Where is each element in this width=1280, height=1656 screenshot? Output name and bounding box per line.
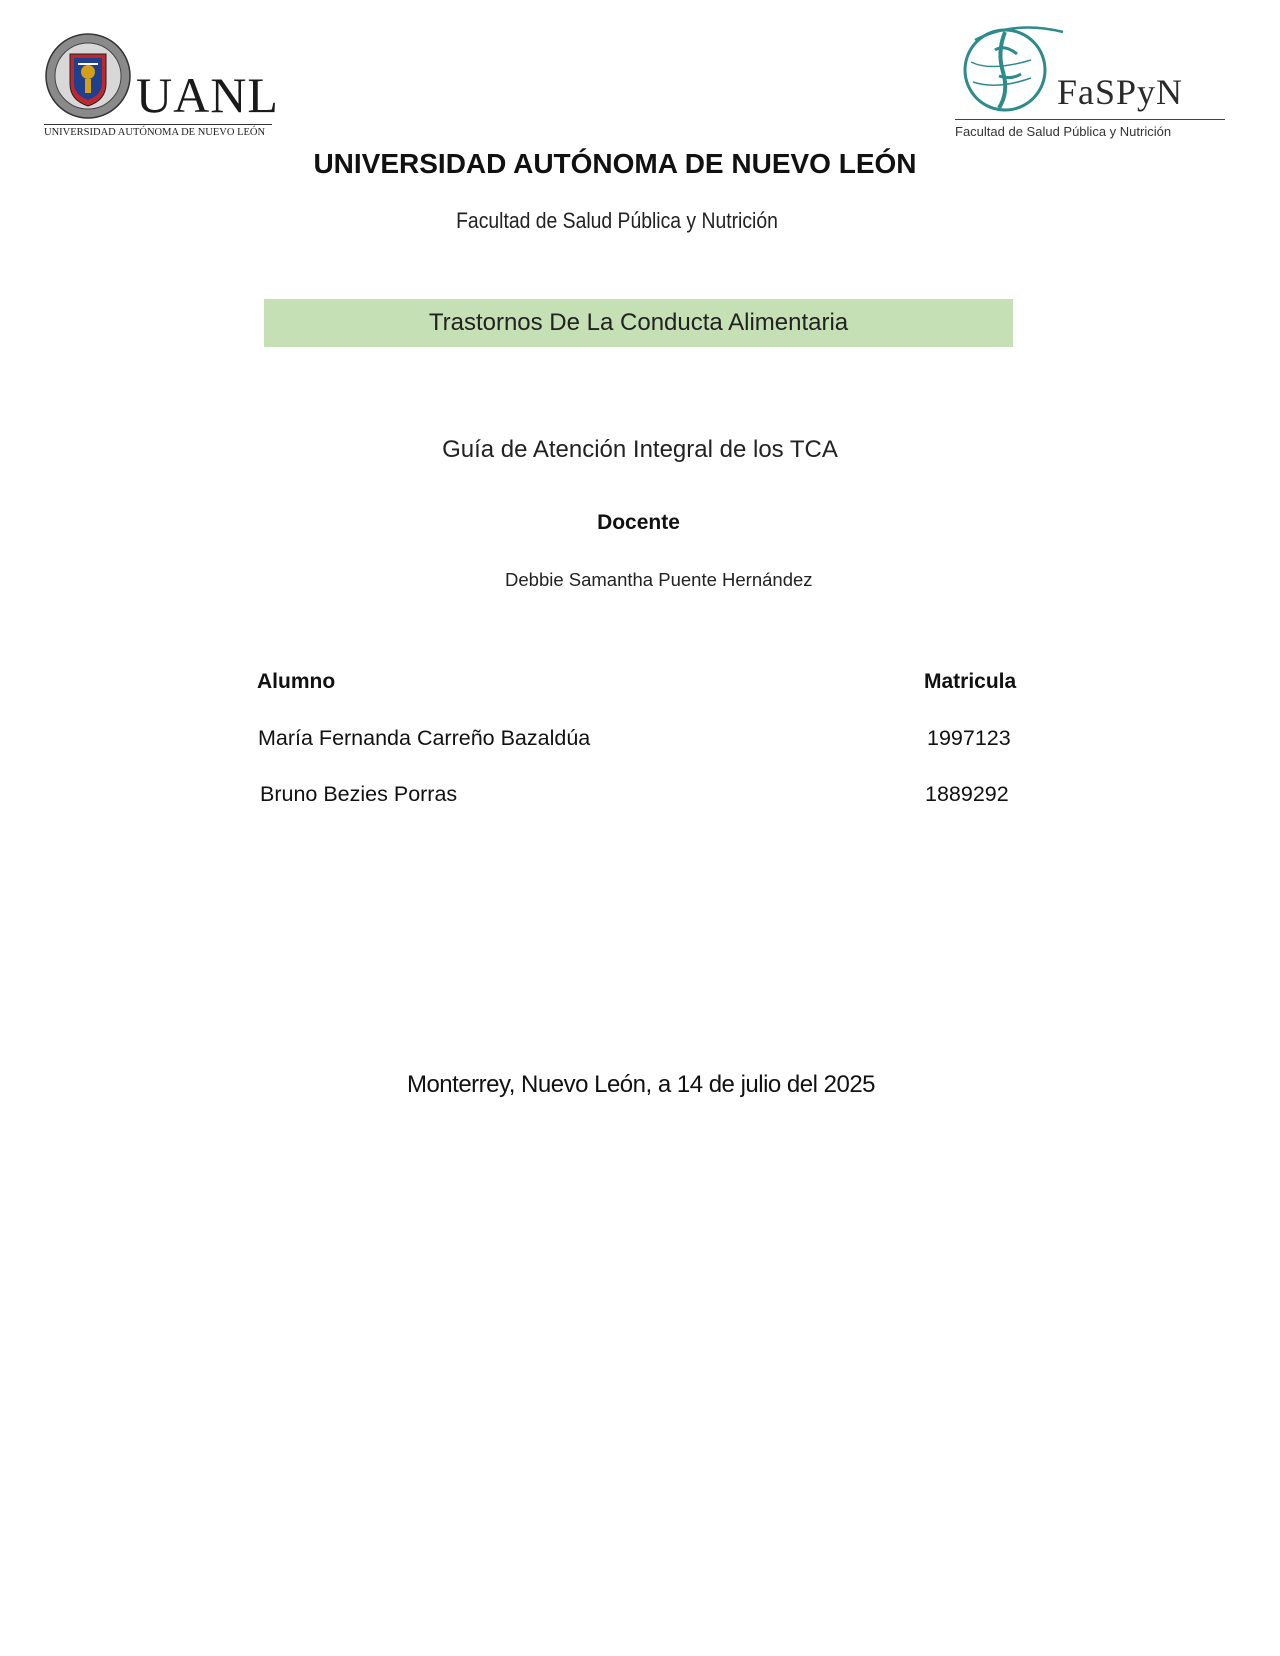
course-banner — [264, 299, 1013, 347]
uanl-divider — [44, 124, 272, 125]
uanl-caption: UNIVERSIDAD AUTÓNOMA DE NUEVO LEÓN — [44, 127, 266, 138]
student-id-cell: 1889292 — [925, 782, 1009, 806]
faspyn-divider — [955, 119, 1225, 120]
faspyn-globe-figure-icon — [955, 20, 1065, 112]
faspyn-caption: Facultad de Salud Pública y Nutrición — [955, 124, 1172, 139]
teacher-name: Debbie Samantha Puente Hernández — [505, 569, 813, 590]
column-header-alumno: Alumno — [257, 670, 336, 693]
student-name-cell: María Fernanda Carreño Bazaldúa — [258, 726, 591, 750]
faculty-name: Facultad de Salud Pública y Nutrición — [456, 208, 778, 233]
teacher-label: Docente — [597, 511, 680, 534]
university-title: UNIVERSIDAD AUTÓNOMA DE NUEVO LEÓN — [313, 148, 917, 179]
uanl-logo — [44, 32, 284, 144]
student-id-cell: 1997123 — [927, 726, 1011, 750]
place-and-date: Monterrey, Nuevo León, a 14 de julio del 2025 — [406, 1071, 876, 1098]
student-name-cell: Bruno Bezies Porras — [260, 782, 458, 806]
course-title: Trastornos De La Conducta Alimentaria — [428, 309, 849, 336]
column-header-matricula: Matricula — [924, 670, 1017, 693]
uanl-wordmark: UANL — [136, 67, 279, 123]
faspyn-logo — [955, 20, 1230, 144]
guide-title: Guía de Atención Integral de los TCA — [442, 436, 838, 463]
uanl-seal-icon — [44, 32, 132, 120]
faspyn-wordmark: FaSPyN — [1057, 72, 1184, 112]
